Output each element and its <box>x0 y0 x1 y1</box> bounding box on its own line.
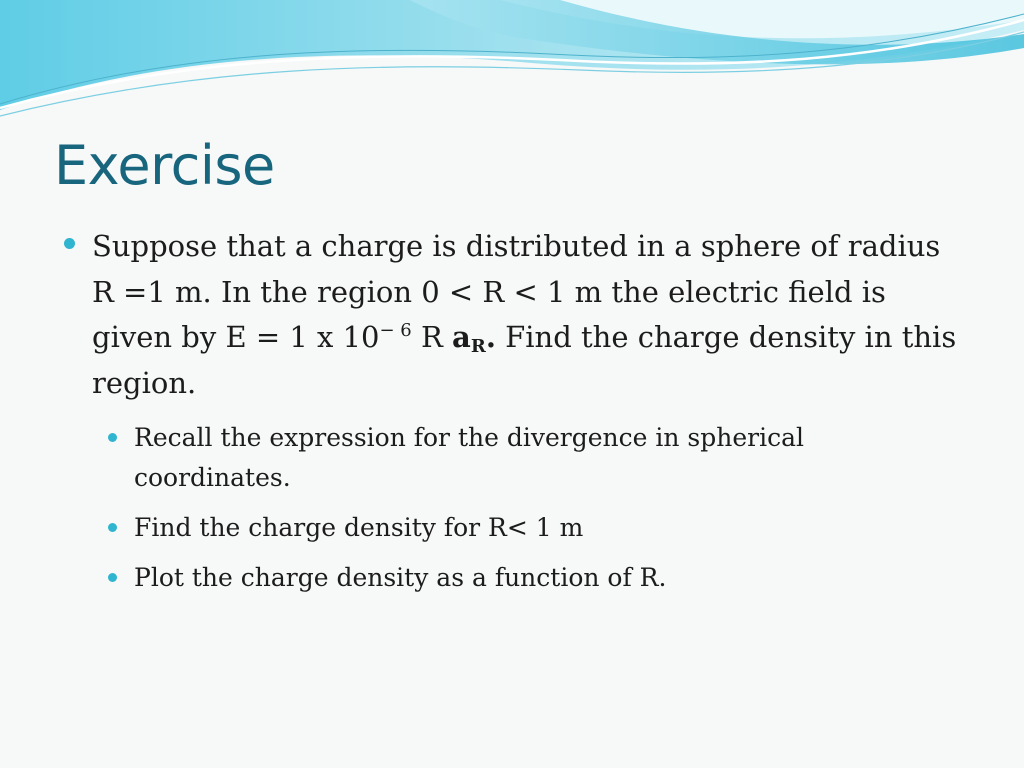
slide-title: Exercise <box>54 134 275 197</box>
exponent-superscript: − 6 <box>379 320 412 341</box>
bullet-dot-icon <box>64 238 75 249</box>
sub-bullet-text: Plot the charge density as a function of R. <box>134 563 667 592</box>
sub-bullet-item <box>106 508 962 548</box>
vector-period: . <box>485 320 496 354</box>
unit-vector-subscript: R <box>470 336 486 357</box>
sub-bullet-text: Recall the expression for the divergence in spherical coordinates. <box>134 423 804 492</box>
sub-bullet-text: Find the charge density for R< 1 m <box>134 513 584 542</box>
main-bullet-item <box>62 224 962 406</box>
sub-bullet-item <box>106 558 962 598</box>
bullet-dot-icon <box>108 523 117 532</box>
main-bullet-text-part2: R <box>411 320 453 354</box>
main-bullet-text-part3: Find the charge density in this region. <box>92 320 957 400</box>
bullet-dot-icon <box>108 433 117 442</box>
main-bullet-text-part1: Suppose that a charge is distributed in a sphere of radius R =1 m. In the region 0 < R < 1 m the electric field is given by E = 1 x 10 <box>92 229 941 354</box>
sub-bullet-list <box>62 418 962 598</box>
unit-vector-symbol: a <box>452 320 471 354</box>
wave-header-decoration <box>0 0 1024 120</box>
bullet-dot-icon <box>108 573 117 582</box>
slide-content <box>62 224 962 608</box>
sub-bullet-item <box>106 418 962 498</box>
